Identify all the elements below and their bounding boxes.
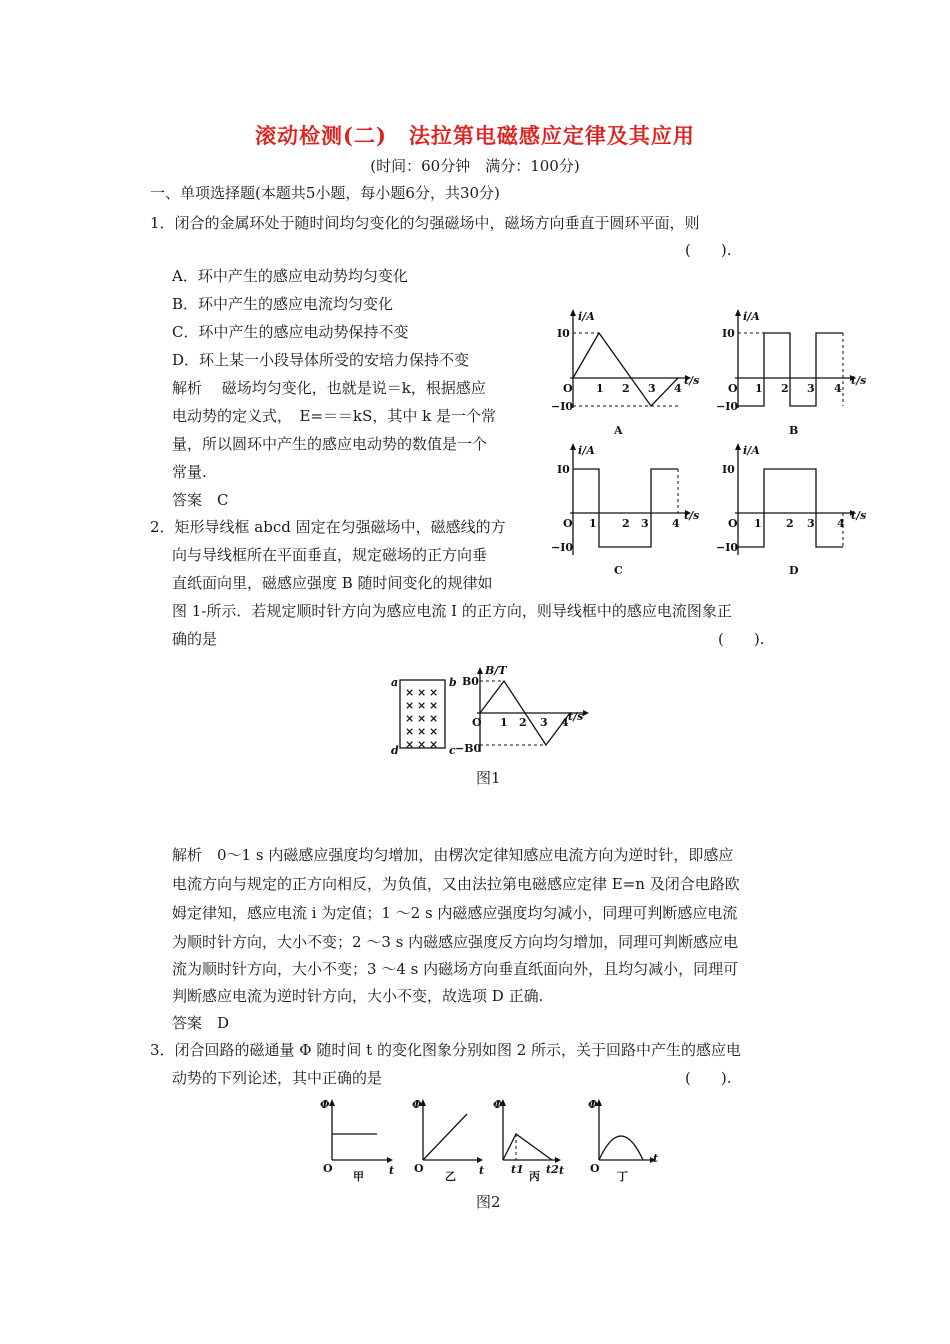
q2-stem-line: 2．矩形导线框 abcd 固定在匀强磁场中，磁感线的方 [150,518,506,536]
svg-text:×: × [429,686,439,699]
q3-stem-line: 动势的下列论述，其中正确的是 [172,1069,383,1087]
tick-label: 3 [807,517,815,530]
q3-blank: ( ). [685,1069,732,1087]
svg-text:×: × [405,725,415,738]
q1-option-c: C．环中产生的感应电动势保持不变 [172,323,409,341]
q2-analysis-line: 电流方向与规定的正方向相反，为负值，又由法拉第电磁感应定律 E=n 及闭合电路欧 [172,875,740,893]
neg-i0-label: −I0 [551,400,574,413]
tick-label: 4 [561,716,569,729]
q1-option-d: D．环上某一小段导体所受的安培力保持不变 [172,351,470,369]
q1-stem: 1．闭合的金属环处于随时间均匀变化的匀强磁场中，磁场方向垂直于圆环平面，则 [150,214,700,232]
corner-label-c: c [449,744,456,757]
svg-text:×: × [405,699,415,712]
option-graphs-figure [545,300,890,582]
q1-analysis-line: 常量. [172,463,207,481]
q2-stem-line: 向与导线框所在平面垂直，规定磁场的正方向垂 [172,546,488,564]
q2-stem-line: 确的是 [172,630,218,648]
flux-graph-ding [588,1098,658,1183]
tick-label: 4 [834,382,842,395]
graph-panel-b [716,309,866,437]
x-axis-label: t [653,1152,659,1165]
q1-option-a: A．环中产生的感应电动势均匀变化 [172,267,408,285]
tick-label: 1 [500,716,508,729]
origin-label: O [590,1162,600,1175]
svg-text:×: × [429,725,439,738]
origin-label: O [728,517,738,530]
tick-label: 2 [622,517,630,530]
q1-answer: 答案 C [172,491,229,509]
origin-label: O [563,517,573,530]
origin-label: O [728,382,738,395]
panel-label-a: A [614,424,623,437]
origin-label: O [323,1162,333,1175]
y-axis-label: i/A [578,444,595,457]
x-axis-label: t [389,1164,395,1177]
origin-label: O [472,716,482,729]
page-title: 滚动检测(二) 法拉第电磁感应定律及其应用 [255,123,695,148]
q2-stem-line: 图 1-所示．若规定顺时针方向为感应电流 I 的正方向，则导线框中的感应电流图象正 [172,602,732,620]
graph-panel-c [551,443,699,577]
neg-i0-label: −I0 [716,541,739,554]
q3-stem-line: 3．闭合回路的磁通量 Φ 随时间 t 的变化图象分别如图 2 所示，关于回路中产生的感应电 [150,1041,742,1059]
flux-graph-yi [412,1098,484,1183]
x-axis-label: t/s [684,374,700,387]
q2-analysis-line: 姆定律知，感应电流 i 为定值；1 ～2 s 内磁感应强度均匀减小，同理可判断感应电流 [172,904,738,922]
q2-answer: 答案 D [172,1014,230,1032]
svg-text:×: × [429,712,439,725]
svg-text:×: × [429,738,439,751]
panel-label-yi: 乙 [445,1170,456,1183]
q1-option-b: B．环中产生的感应电流均匀变化 [172,295,394,313]
q1-analysis-line: 解析 磁场均匀变化，也就是说＝k，根据感应 [172,379,486,397]
panel-label-c: C [614,564,623,577]
panel-label-d: D [789,564,799,577]
i0-label: I0 [557,463,570,476]
figure-2-caption: 图2 [476,1193,501,1211]
x-axis-label: t [559,1164,565,1177]
x-axis-label: t/s [684,509,700,522]
panel-label-jia: 甲 [353,1170,364,1183]
y-axis-label: Φ [493,1098,503,1111]
q1-analysis-line: 电动势的定义式， E=＝＝kS，其中 k 是一个常 [172,407,497,425]
neg-b0-label: −B0 [455,742,482,755]
graph-panel-a [551,309,699,437]
tick-label: 2 [781,382,789,395]
q1-analysis-line: 量，所以圆环中产生的感应电动势的数值是一个 [172,435,488,453]
section-heading: 一、单项选择题(本题共5小题，每小题6分，共30分) [150,184,500,202]
svg-text:×: × [417,738,427,751]
y-axis-label: i/A [743,444,760,457]
tick-label: 2 [786,517,794,530]
svg-text:×: × [417,725,427,738]
q1-blank: ( ). [685,241,732,259]
x-axis-label: t/s [851,374,867,387]
neg-i0-label: −I0 [551,541,574,554]
svg-text:×: × [405,712,415,725]
graph-panel-d [716,443,866,577]
x-axis-label: t/s [568,710,584,723]
tick-label: 1 [754,517,762,530]
tick-label: 3 [641,517,649,530]
y-axis-label: Φ [588,1098,598,1111]
tick-label: 1 [755,382,763,395]
tick-label: 1 [589,517,597,530]
origin-label: O [563,382,573,395]
q2-stem-line: 直纸面向里，磁感应强度 B 随时间变化的规律如 [172,574,493,592]
svg-text:×: × [405,686,415,699]
svg-text:×: × [417,686,427,699]
tick-label: 4 [837,517,845,530]
flux-graph-jia [320,1098,394,1183]
panel-label-b: B [789,424,799,437]
figure-1-caption: 图1 [476,769,501,787]
tick-label: 2 [622,382,630,395]
svg-text:×: × [405,738,415,751]
corner-label-a: a [391,676,399,689]
y-axis-label: i/A [578,310,595,323]
t2-label: t2 [546,1163,559,1176]
q2-analysis-line: 判断感应电流为逆时针方向，大小不变，故选项 D 正确. [172,987,544,1005]
figure-1 [385,660,595,765]
magnetic-field-crosses [405,686,438,751]
flux-graph-bing [493,1098,564,1183]
corner-label-d: d [391,744,399,757]
origin-label: O [414,1162,424,1175]
b-t-graph [455,664,589,755]
tick-label: 2 [519,716,527,729]
i0-label: I0 [722,463,735,476]
tick-label: 3 [648,382,656,395]
svg-text:×: × [417,712,427,725]
tick-label: 4 [674,382,682,395]
q2-analysis-line: 解析 0～1 s 内磁感应强度均匀增加，由楞次定律知感应电流方向为逆时针，即感应 [172,846,734,864]
x-axis-label: t [479,1164,485,1177]
q2-blank: ( ). [718,630,765,648]
y-axis-label: B/T [485,664,507,677]
exam-info: (时间：60分钟 满分：100分) [370,157,580,175]
svg-text:×: × [417,699,427,712]
q2-analysis-line: 流为顺时针方向，大小不变；3 ～4 s 内磁场方向垂直纸面向外，且均匀减小，同理可 [172,960,739,978]
tick-label: 3 [807,382,815,395]
tick-label: 3 [540,716,548,729]
corner-label-b: b [449,676,457,689]
y-axis-label: Φ [412,1098,422,1111]
i0-label: I0 [722,327,735,340]
figure-2 [315,1092,665,1184]
tick-label: 1 [596,382,604,395]
panel-label-bing: 丙 [529,1170,540,1183]
x-axis-label: t/s [851,509,867,522]
y-axis-label: i/A [743,310,760,323]
svg-text:×: × [429,699,439,712]
q2-analysis-line: 为顺时针方向，大小不变；2 ～3 s 内磁感应强度反方向均匀增加，同理可判断感应电 [172,933,739,951]
wire-frame-abcd [391,676,457,757]
tick-label: 4 [672,517,680,530]
panel-label-ding: 丁 [617,1170,628,1183]
t1-label: t1 [511,1163,524,1176]
y-axis-label: Φ [320,1098,330,1111]
b0-label: B0 [462,675,479,688]
i0-label: I0 [557,327,570,340]
neg-i0-label: −I0 [716,400,739,413]
